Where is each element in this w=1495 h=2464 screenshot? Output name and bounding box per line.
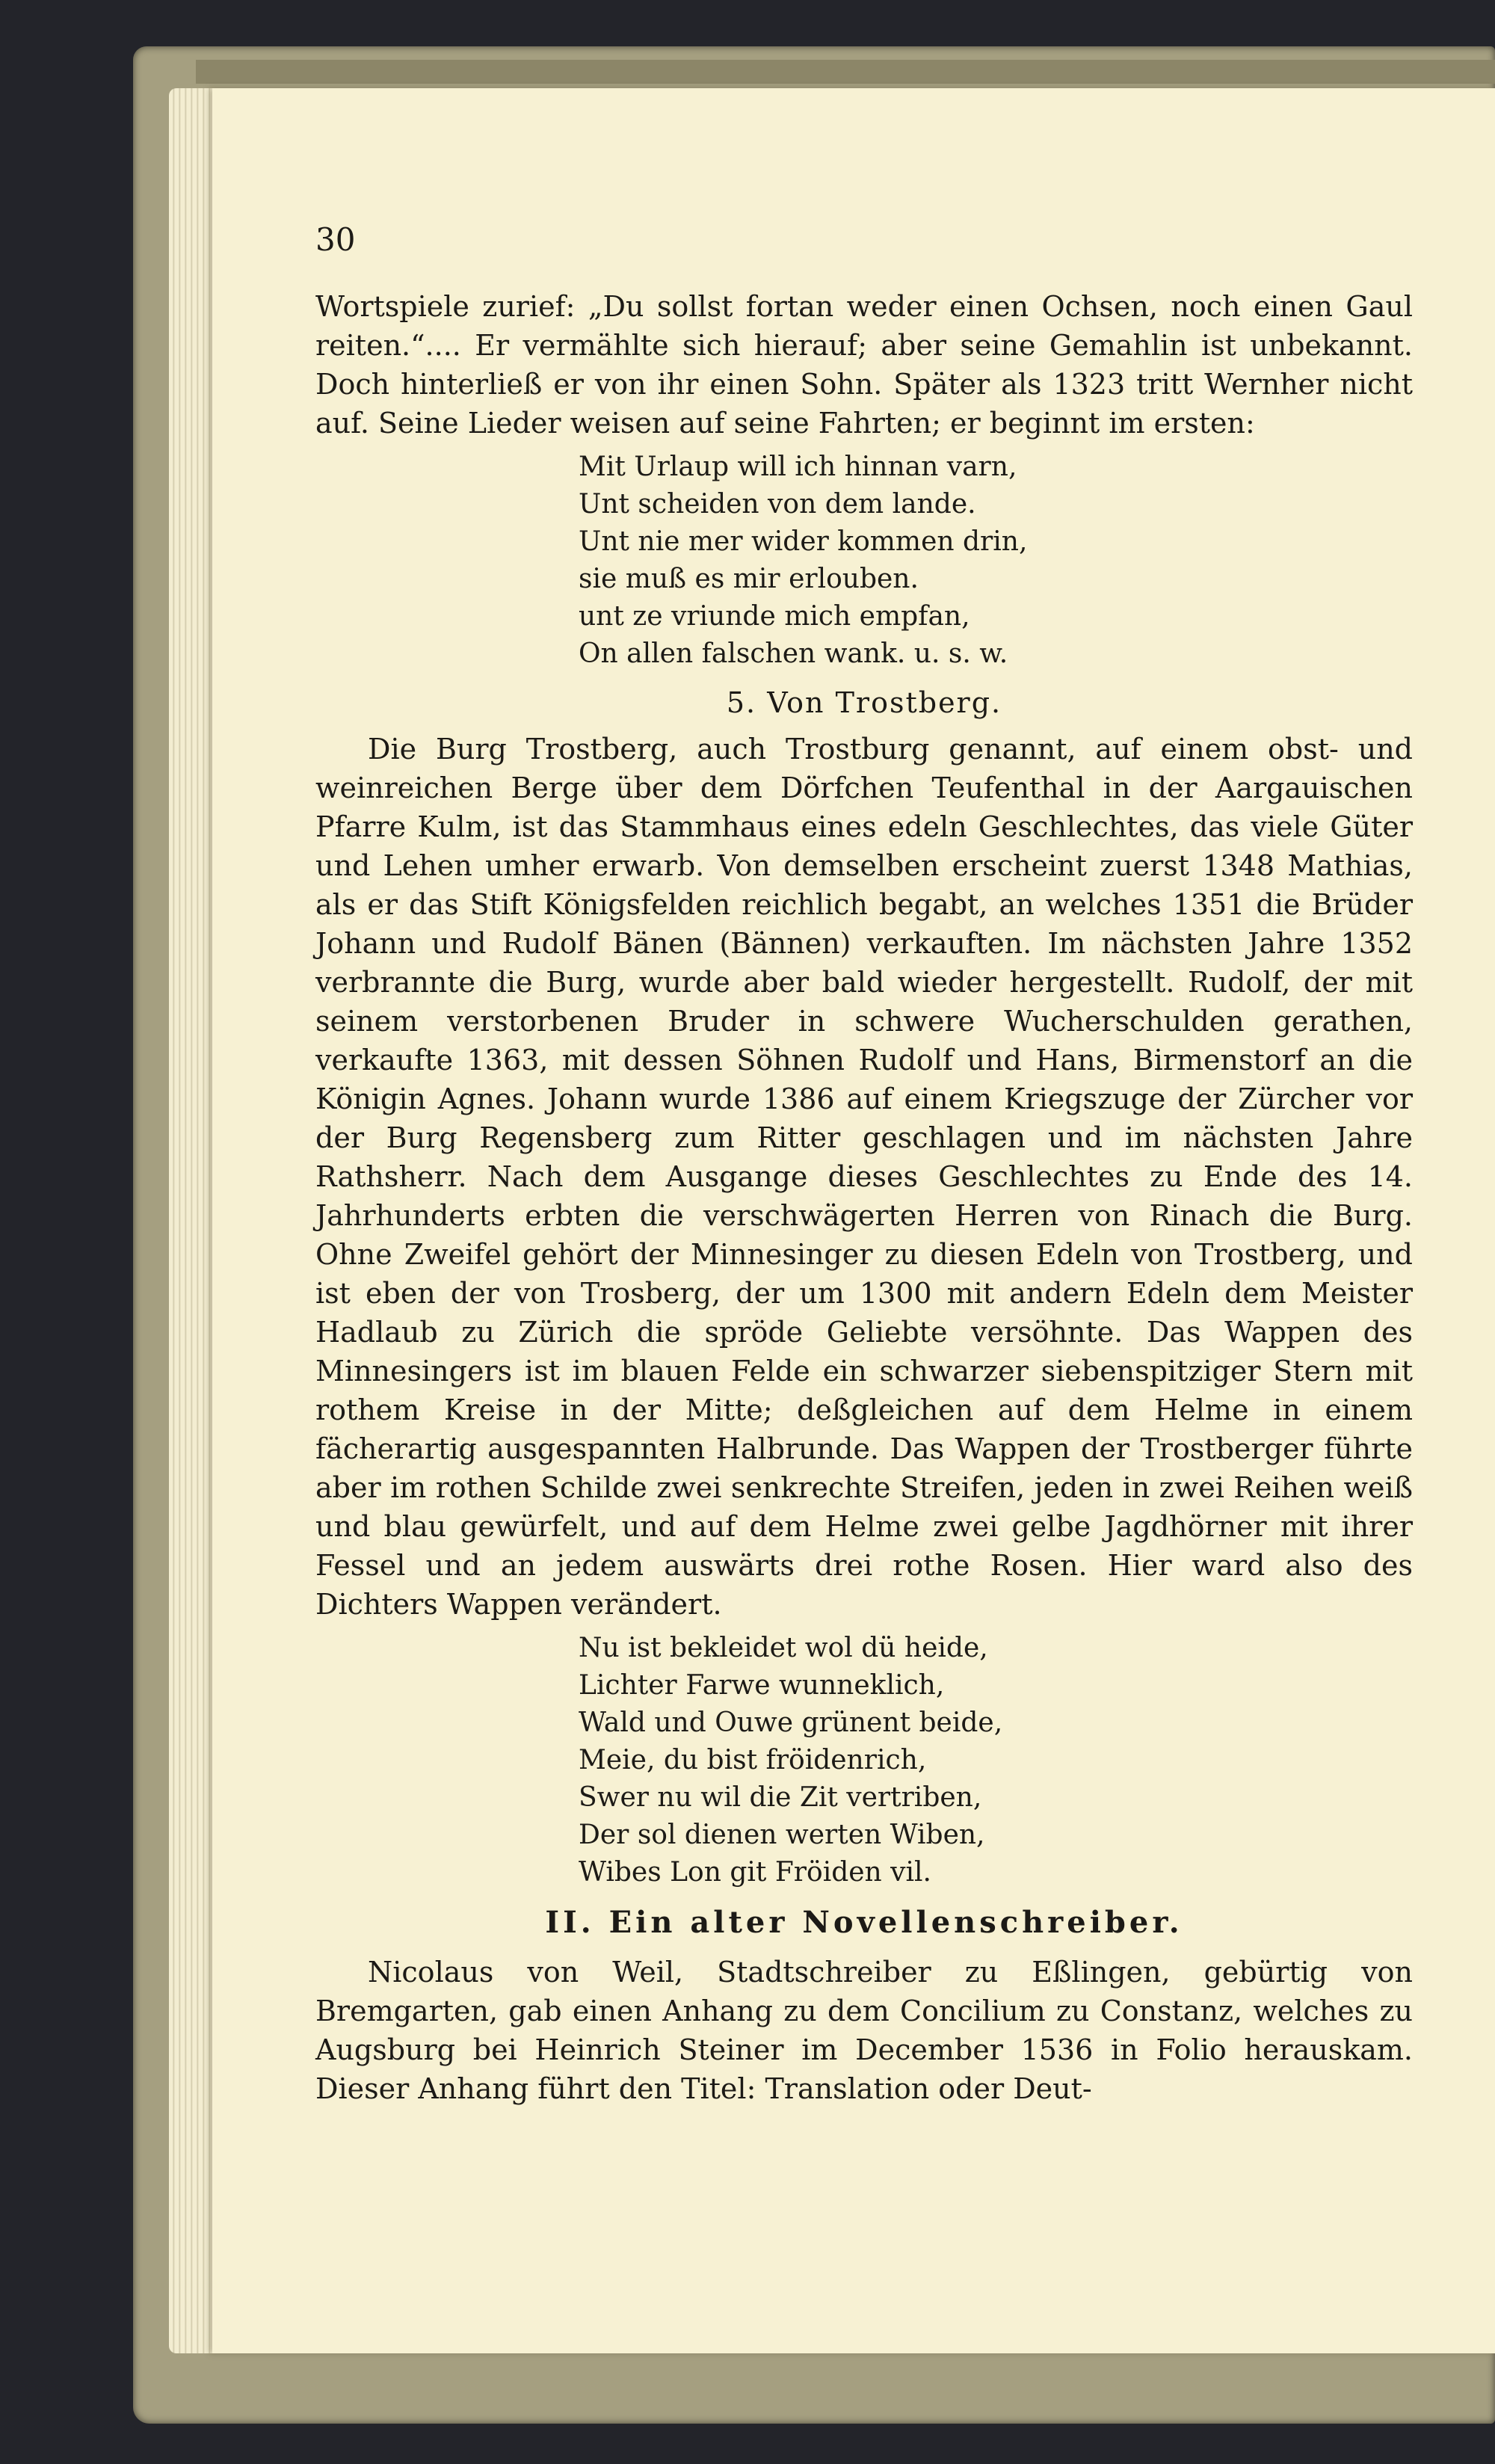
poem-two bbox=[579, 1630, 1413, 1891]
intro-paragraph: Wortspiele zurief: „Du sollst fortan weder einen Ochsen, noch einen Gaul reiten.“.... Er vermählte sich hierauf; aber seine Gemahlin ist unbekannt. Doch hinterließ er von ihr einen Sohn. Später als 1323 tritt Wernher nicht auf. Seine Lieder weisen auf seine Fahrten; er beginnt im ersten: bbox=[315, 290, 1413, 440]
poem-line: sie muß es mir erlouben. bbox=[579, 564, 919, 594]
poem-line: On allen falschen wank. u. s. w. bbox=[579, 638, 1008, 669]
poem-line: Unt nie mer wider kommen drin, bbox=[579, 526, 1028, 557]
closing-paragraph: Nicolaus von Weil, Stadtschreiber zu Eßlingen, gebürtig von Bremgarten, gab einen Anhang zu dem Concilium zu Constanz, welches zu Augsburg bei Heinrich Steiner im December 1536 in Folio herauskam. Dieser Anhang führt den Titel: Translation oder Deut- bbox=[315, 1956, 1413, 2105]
poem-line: Nu ist bekleidet wol dü heide, bbox=[579, 1633, 988, 1663]
section-heading: 5. Von Trostberg. bbox=[726, 686, 1002, 719]
page-number: 30 bbox=[315, 221, 356, 258]
poem-line: Unt scheiden von dem lande. bbox=[579, 489, 976, 520]
cover-top-edge bbox=[196, 60, 1495, 84]
poem-line: unt ze vriunde mich empfan, bbox=[579, 601, 970, 632]
poem-line: Mit Urlaup will ich hinnan varn, bbox=[579, 452, 1017, 482]
poem-line: Meie, du bist fröidenrich, bbox=[579, 1745, 927, 1775]
page-body bbox=[315, 218, 1413, 2108]
poem-line: Wibes Lon git Fröiden vil. bbox=[579, 1857, 931, 1888]
poem-line: Wald und Ouwe grünent beide, bbox=[579, 1707, 1003, 1738]
poem-line: Swer nu wil die Zit vertriben, bbox=[579, 1782, 982, 1813]
poem-line: Lichter Farwe wunneklich, bbox=[579, 1670, 945, 1701]
trostberg-paragraph: Die Burg Trostberg, auch Trostburg genannt, auf einem obst- und weinreichen Berge über dem Dörfchen Teufenthal in der Aargauischen Pfarre Kulm, ist das Stammhaus eines edeln Geschlechtes, das viele Güter und Lehen umher erwarb. Von demselben erscheint zuerst 1348 Mathias, als er das Stift Königsfelden reichlich begabt, an welches 1351 die Brüder Johann und Rudolf Bänen (Bännen) verkauften. Im nächsten Jahre 1352 verbrannte die Burg, wurde aber bald wieder hergestellt. Rudolf, der mit seinem verstorbenen Bruder in schwere Wucherschulden gerathen, verkaufte 1363, mit dessen Söhnen Rudolf und Hans, Birmenstorf an die Königin Agnes. Johann wurde 1386 auf einem Kriegszuge der Zürcher vor der Burg Regensberg zum Ritter geschlagen und im nächsten Jahre Rathsherr. Nach dem Ausgange dieses Geschlechtes zu Ende des 14. Jahrhunderts erbten die verschwägerten Herren von Rinach die Burg. Ohne Zweifel gehört der Minnesinger zu diesen Edeln von Trostberg, und ist eben der von Trosberg, der um 1300 mit andern Edeln dem Meister Hadlaub zu Zürich die spröde Geliebte versöhnte. Das Wappen des Minnesingers ist im blauen Felde ein schwarzer siebenspitziger Stern mit rothem Kreise in der Mitte; deßgleichen auf dem Helme in einem fächerartig ausgespannten Halbrunde. Das Wappen der Trostberger führte aber im rothen Schilde zwei senkrechte Streifen, jeden in zwei Reihen weiß und blau gewürfelt, und auf dem Helme zwei gelbe Jagdhörner mit ihrer Fessel und an jedem auswärts drei rothe Rosen. Hier ward also des Dichters Wappen verändert. bbox=[315, 733, 1413, 1621]
poem-one bbox=[579, 449, 1413, 673]
chapter-heading: II. Ein alter Novellenschreiber. bbox=[545, 1905, 1183, 1940]
poem-line: Der sol dienen werten Wiben, bbox=[579, 1820, 985, 1850]
